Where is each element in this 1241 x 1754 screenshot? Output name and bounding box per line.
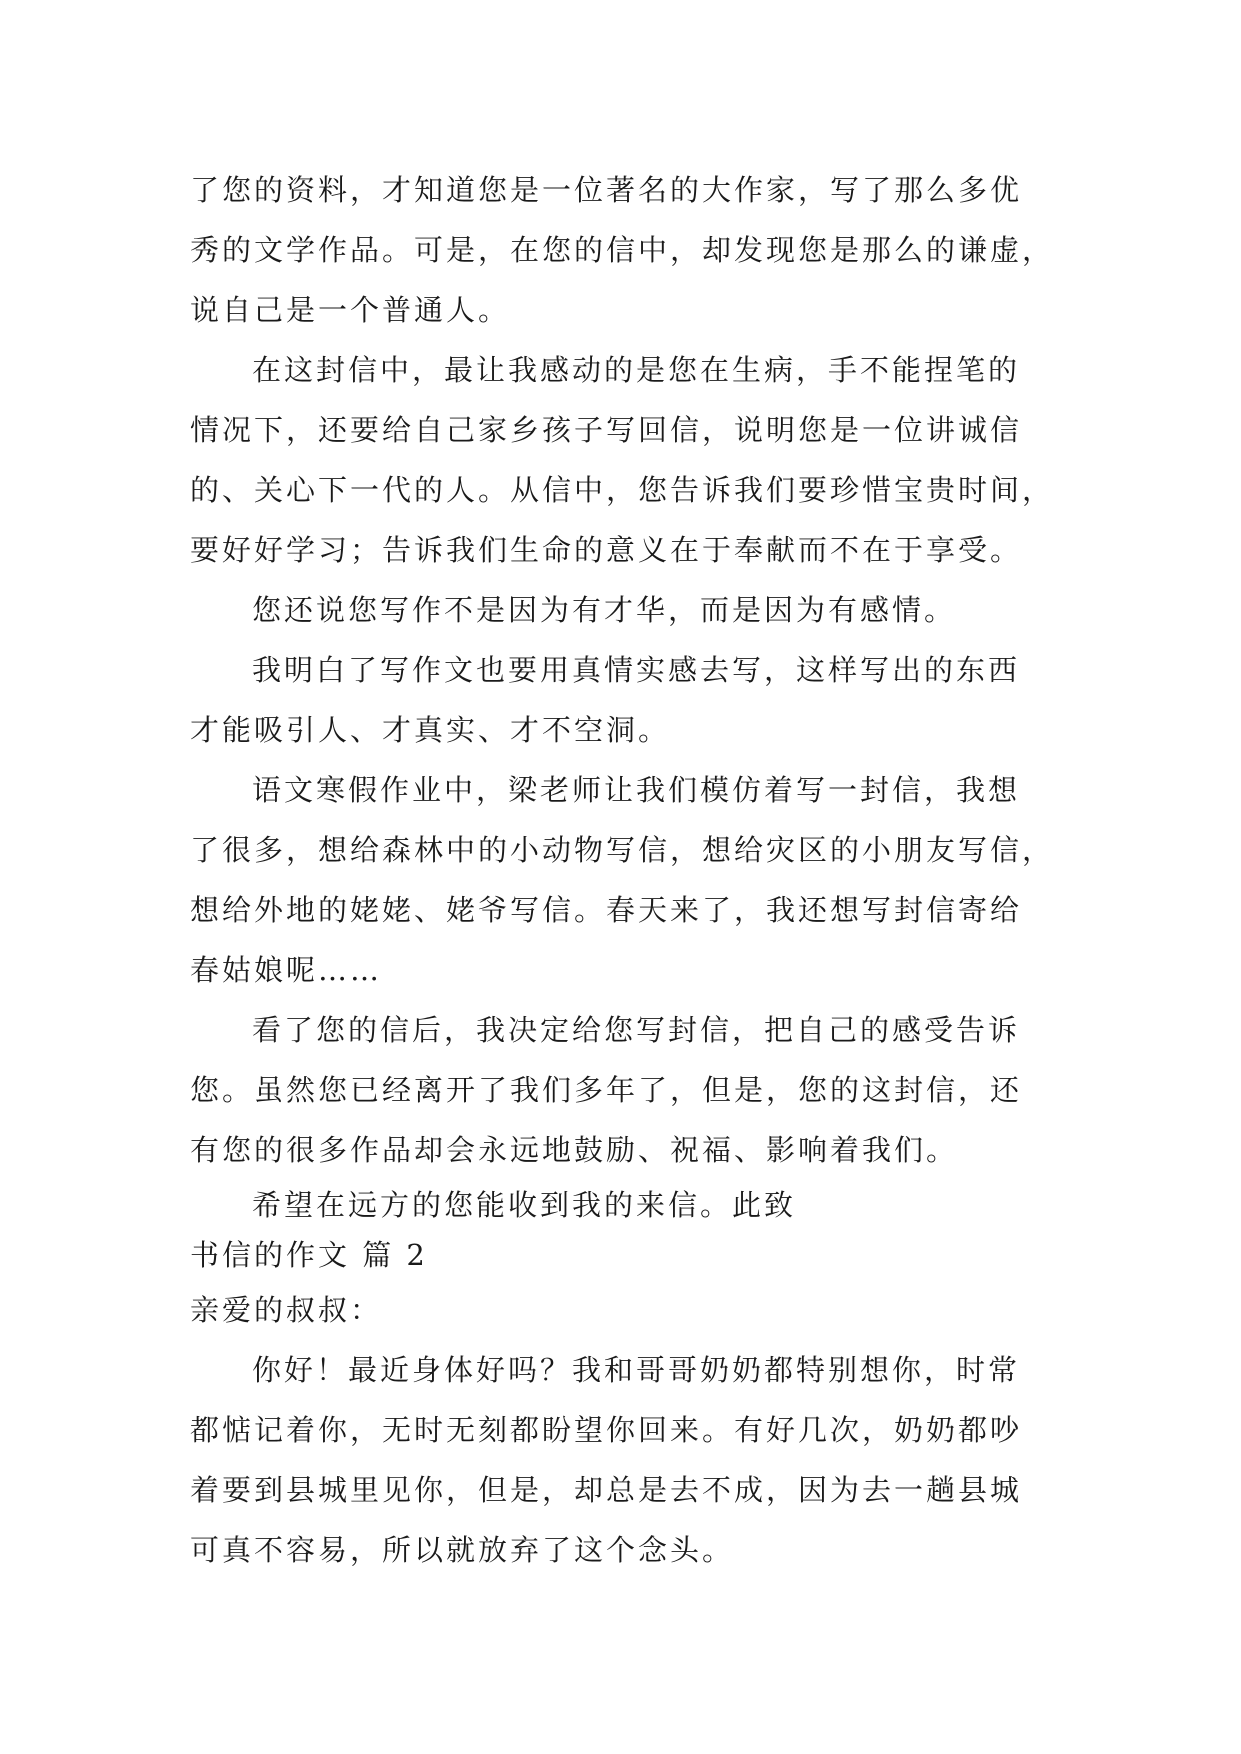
text-line: 想给外地的姥姥、姥爷写信。春天来了，我还想写封信寄给 [190, 893, 1023, 927]
paragraph-start-line: 语文寒假作业中，梁老师让我们模仿着写一封信，我想 [252, 773, 1021, 807]
text-line: 您。虽然您已经离开了我们多年了，但是，您的这封信，还 [190, 1073, 1023, 1107]
paragraph-start-line: 看了您的信后，我决定给您写封信，把自己的感受告诉 [252, 1013, 1021, 1047]
paragraph-start-line: 我明白了写作文也要用真情实感去写，这样写出的东西 [252, 653, 1021, 687]
salutation: 亲爱的叔叔： [190, 1293, 383, 1327]
text-line: 春姑娘呢…… [190, 953, 383, 987]
paragraph-start-line: 在这封信中，最让我感动的是您在生病，手不能捏笔的 [252, 353, 1021, 387]
paragraph-start-line: 你好！最近身体好吗？我和哥哥奶奶都特别想你，时常 [252, 1353, 1021, 1387]
text-line: 情况下，还要给自己家乡孩子写回信，说明您是一位讲诚信 [190, 413, 1023, 447]
paragraph-start-line: 您还说您写作不是因为有才华，而是因为有感情。 [252, 593, 957, 627]
text-line: 可真不容易，所以就放弃了这个念头。 [190, 1533, 735, 1567]
closing-line: 希望在远方的您能收到我的来信。此致 [252, 1188, 797, 1222]
document-body [190, 160, 1070, 1580]
text-line: 着要到县城里见你，但是，却总是去不成，因为去一趟县城 [190, 1473, 1023, 1507]
text-line: 才能吸引人、才真实、才不空洞。 [190, 713, 671, 747]
text-line: 都惦记着你，无时无刻都盼望你回来。有好几次，奶奶都吵 [190, 1413, 1023, 1447]
text-line: 了很多，想给森林中的小动物写信，想给灾区的小朋友写信， [190, 833, 1055, 867]
text-line: 要好好学习；告诉我们生命的意义在于奉献而不在于享受。 [190, 533, 1023, 567]
section-heading: 书信的作文 篇 2 [190, 1238, 428, 1272]
text-line: 有您的很多作品却会永远地鼓励、祝福、影响着我们。 [190, 1133, 959, 1167]
text-line: 说自己是一个普通人。 [190, 293, 511, 327]
text-line: 了您的资料，才知道您是一位著名的大作家，写了那么多优 [190, 173, 1023, 207]
text-line: 秀的文学作品。可是，在您的信中，却发现您是那么的谦虚， [190, 233, 1055, 267]
text-line: 的、关心下一代的人。从信中，您告诉我们要珍惜宝贵时间， [190, 473, 1055, 507]
